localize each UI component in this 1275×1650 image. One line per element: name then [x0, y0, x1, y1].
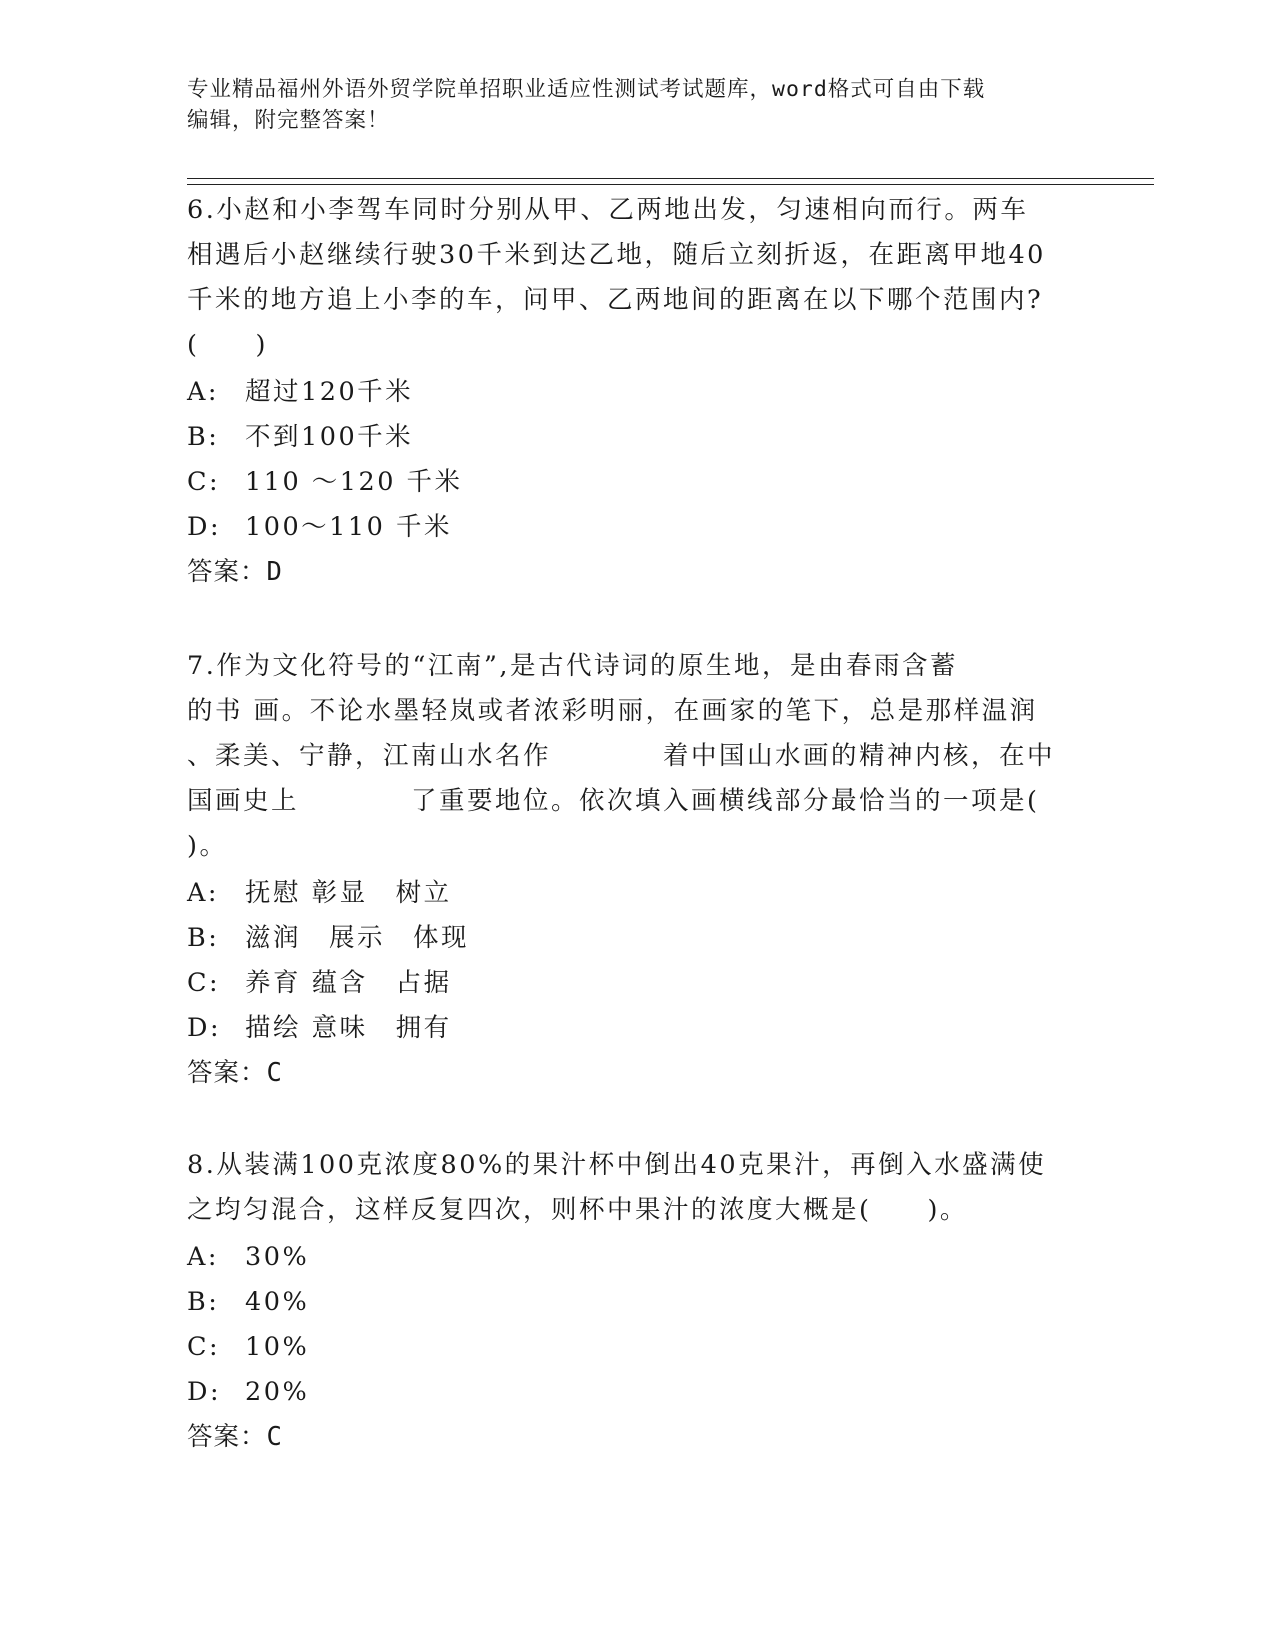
option-a	[187, 871, 1087, 916]
option-text: 110 ～120 千米	[245, 467, 463, 497]
option-text: 20%	[245, 1377, 310, 1407]
stem-line: 8.从装满100克浓度80%的果汁杯中倒出40克果汁，再倒入水盛满使	[187, 1150, 1047, 1180]
stem-line: 千米的地方追上小李的车，问甲、乙两地间的距离在以下哪个范围内?	[187, 285, 1044, 315]
option-text: 30%	[245, 1242, 310, 1272]
option-d	[187, 1006, 1087, 1051]
stem-line: 、柔美、宁静，江南山水名作 着中国山水画的精神内核，在中	[187, 741, 1056, 771]
option-text: 滋润 展示 体现	[245, 923, 470, 953]
stem-line: 相遇后小赵继续行驶30千米到达乙地，随后立刻折返，在距离甲地40	[187, 240, 1046, 270]
option-text: 养育 蕴含 占据	[245, 968, 452, 998]
answer-line: 答案：C	[187, 1058, 283, 1088]
option-letter: A:	[187, 1242, 220, 1272]
question-6	[187, 188, 1087, 595]
header-divider-top	[187, 178, 1154, 179]
question-7	[187, 644, 1087, 1096]
stem-line: )。	[187, 831, 228, 861]
document-header	[187, 74, 1067, 136]
option-letter: C:	[187, 968, 221, 998]
option-text: 10%	[245, 1332, 310, 1362]
option-a	[187, 1235, 1087, 1280]
option-letter: D:	[187, 1377, 222, 1407]
stem-line: 7.作为文化符号的“江南”,是古代诗词的原生地，是由春雨含蓄	[187, 651, 959, 681]
option-list	[187, 871, 1087, 1051]
option-letter: D:	[187, 1013, 222, 1043]
option-text: 抚慰 彰显 树立	[245, 878, 452, 908]
option-letter: A:	[187, 377, 220, 407]
question-stem	[187, 188, 1087, 368]
option-b	[187, 916, 1087, 961]
option-text: 不到100千米	[245, 422, 414, 452]
header-divider-bottom	[187, 184, 1154, 185]
stem-line: 的书 画。不论水墨轻岚或者浓彩明丽，在画家的笔下，总是那样温润	[187, 696, 1038, 726]
option-c	[187, 1325, 1087, 1370]
option-list	[187, 370, 1087, 550]
option-a	[187, 370, 1087, 415]
option-list	[187, 1235, 1087, 1415]
option-letter: C:	[187, 467, 221, 497]
answer-line: 答案：C	[187, 1422, 283, 1452]
stem-line: 6.小赵和小李驾车同时分别从甲、乙两地出发，匀速相向而行。两车	[187, 195, 1029, 225]
option-d	[187, 505, 1087, 550]
option-c	[187, 961, 1087, 1006]
answer-line: 答案：D	[187, 557, 283, 587]
option-b	[187, 1280, 1087, 1325]
stem-line: ( )	[187, 330, 268, 360]
header-line-1: 专业精品福州外语外贸学院单招职业适应性测试考试题库，word格式可自由下载	[187, 77, 986, 102]
option-text: 40%	[245, 1287, 310, 1317]
option-c	[187, 460, 1087, 505]
option-text: 100～110 千米	[245, 512, 452, 542]
stem-line: 国画史上 了重要地位。依次填入画横线部分最恰当的一项是(	[187, 786, 1040, 816]
stem-line: 之均匀混合，这样反复四次，则杯中果汁的浓度大概是( )。	[187, 1195, 968, 1225]
option-b	[187, 415, 1087, 460]
option-text: 描绘 意味 拥有	[245, 1013, 452, 1043]
option-letter: B:	[187, 422, 220, 452]
option-text: 超过120千米	[245, 377, 414, 407]
option-letter: A:	[187, 878, 220, 908]
question-stem	[187, 1143, 1087, 1233]
question-stem	[187, 644, 1087, 869]
header-line-2: 编辑，附完整答案！	[187, 108, 390, 133]
option-letter: B:	[187, 923, 220, 953]
option-d	[187, 1370, 1087, 1415]
option-letter: D:	[187, 512, 222, 542]
option-letter: B:	[187, 1287, 220, 1317]
option-letter: C:	[187, 1332, 221, 1362]
question-8	[187, 1143, 1087, 1460]
